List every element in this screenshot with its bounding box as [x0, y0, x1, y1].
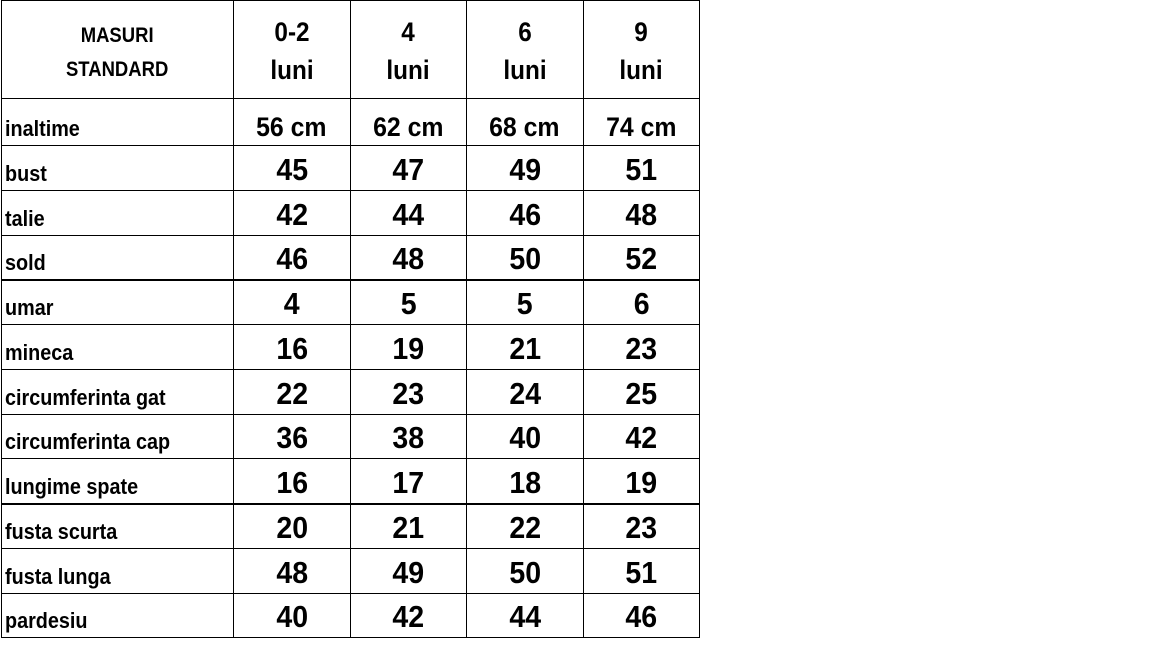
row-label-cell: [2, 414, 234, 459]
size-chart-table: [1, 0, 700, 638]
value-cell: [350, 504, 467, 549]
cell-value: 48: [275, 554, 308, 590]
row-label: inaltime: [5, 116, 80, 141]
row-label: pardesiu: [5, 608, 88, 634]
value-cell: [467, 146, 584, 191]
value-cell: [583, 190, 700, 235]
value-cell: [467, 280, 584, 325]
cell-value: 44: [508, 599, 541, 635]
value-cell: [350, 99, 467, 146]
cell-value: 40: [508, 420, 541, 456]
value-cell: [583, 593, 700, 638]
value-cell: [467, 235, 584, 280]
header-size-unit: luni: [386, 54, 430, 85]
cell-value: 42: [392, 599, 425, 635]
cell-value: 16: [275, 464, 308, 500]
cell-value: 16: [275, 330, 308, 366]
value-cell: [583, 548, 700, 593]
value-cell: [583, 146, 700, 191]
value-cell: [350, 593, 467, 638]
cell-value: 21: [508, 330, 541, 366]
value-cell: [234, 369, 351, 414]
cell-value: 56 cm: [256, 112, 327, 142]
table-row: [2, 459, 700, 504]
value-cell: [350, 414, 467, 459]
value-cell: [234, 459, 351, 504]
value-cell: [234, 146, 351, 191]
value-cell: [583, 99, 700, 146]
header-size-4-luni: [350, 1, 467, 99]
header-size-value: 6: [517, 16, 532, 47]
cell-value: 46: [508, 196, 541, 232]
cell-value: 5: [400, 286, 417, 321]
row-label: talie: [5, 205, 45, 231]
cell-value: 17: [392, 464, 425, 500]
value-cell: [467, 548, 584, 593]
value-cell: [234, 235, 351, 280]
value-cell: [583, 414, 700, 459]
cell-value: 5: [516, 286, 533, 321]
row-label-cell: [2, 190, 234, 235]
header-label-line2: STANDARD: [66, 57, 169, 81]
value-cell: [234, 548, 351, 593]
row-label: bust: [5, 160, 47, 186]
value-cell: [234, 504, 351, 549]
value-cell: [467, 369, 584, 414]
cell-value: 22: [508, 509, 541, 545]
cell-value: 51: [625, 151, 658, 187]
row-label: sold: [5, 249, 46, 275]
value-cell: [467, 190, 584, 235]
value-cell: [583, 235, 700, 280]
value-cell: [350, 325, 467, 370]
row-label-cell: [2, 459, 234, 504]
value-cell: [583, 280, 700, 325]
row-label-cell: [2, 146, 234, 191]
value-cell: [350, 459, 467, 504]
value-cell: [350, 548, 467, 593]
row-label: umar: [5, 295, 54, 320]
value-cell: [467, 459, 584, 504]
cell-value: 68 cm: [489, 112, 560, 142]
cell-value: 24: [508, 375, 541, 411]
table-row: [2, 190, 700, 235]
header-row: [2, 1, 700, 99]
row-label-cell: [2, 235, 234, 280]
cell-value: 19: [392, 330, 425, 366]
cell-value: 47: [392, 151, 425, 187]
value-cell: [234, 325, 351, 370]
cell-value: 20: [275, 509, 308, 545]
cell-value: 23: [625, 509, 658, 545]
row-label: fusta scurta: [5, 518, 118, 544]
value-cell: [350, 369, 467, 414]
header-label-line1: MASURI: [81, 23, 154, 47]
row-label-cell: [2, 99, 234, 146]
row-label: fusta lunga: [5, 563, 111, 589]
header-size-0-2-luni: [234, 1, 351, 99]
cell-value: 48: [392, 240, 425, 276]
value-cell: [350, 235, 467, 280]
header-size-value: 9: [634, 16, 649, 47]
header-size-unit: luni: [270, 54, 314, 85]
row-label-cell: [2, 504, 234, 549]
header-size-value: 4: [401, 16, 416, 47]
row-label-cell: [2, 548, 234, 593]
value-cell: [234, 190, 351, 235]
cell-value: 40: [275, 599, 308, 635]
row-label: mineca: [5, 339, 74, 365]
value-cell: [350, 280, 467, 325]
cell-value: 6: [633, 286, 650, 321]
cell-value: 51: [625, 554, 658, 590]
value-cell: [467, 99, 584, 146]
header-size-unit: luni: [619, 54, 663, 85]
cell-value: 49: [392, 554, 425, 590]
value-cell: [583, 504, 700, 549]
header-size-9-luni: [583, 1, 700, 99]
cell-value: 46: [275, 240, 308, 276]
value-cell: [350, 146, 467, 191]
cell-value: 23: [392, 375, 425, 411]
row-label-cell: [2, 325, 234, 370]
table-row: [2, 280, 700, 325]
cell-value: 42: [625, 420, 658, 456]
cell-value: 50: [508, 554, 541, 590]
cell-value: 25: [625, 375, 658, 411]
table-row: [2, 146, 700, 191]
row-label-cell: [2, 593, 234, 638]
row-label: circumferinta gat: [5, 384, 166, 410]
row-label-cell: [2, 369, 234, 414]
value-cell: [234, 280, 351, 325]
value-cell: [350, 190, 467, 235]
value-cell: [467, 414, 584, 459]
row-label-cell: [2, 280, 234, 325]
cell-value: 50: [508, 240, 541, 276]
value-cell: [583, 369, 700, 414]
cell-value: 23: [625, 330, 658, 366]
row-label: lungime spate: [5, 473, 139, 499]
header-size-unit: luni: [503, 54, 547, 85]
row-label: circumferinta cap: [5, 429, 171, 455]
header-label-cell: [2, 1, 234, 99]
cell-value: 74 cm: [606, 112, 677, 142]
cell-value: 48: [625, 196, 658, 232]
cell-value: 36: [275, 420, 308, 456]
value-cell: [467, 325, 584, 370]
table-row: [2, 235, 700, 280]
cell-value: 42: [275, 196, 308, 232]
cell-value: 22: [275, 375, 308, 411]
header-size-value: 0-2: [274, 16, 310, 47]
table-row: [2, 369, 700, 414]
table-row: [2, 325, 700, 370]
cell-value: 18: [508, 464, 541, 500]
value-cell: [234, 593, 351, 638]
cell-value: 44: [392, 196, 425, 232]
table-row: [2, 99, 700, 146]
table-row: [2, 593, 700, 638]
table-row: [2, 548, 700, 593]
value-cell: [467, 504, 584, 549]
cell-value: 45: [275, 151, 308, 187]
cell-value: 46: [625, 599, 658, 635]
value-cell: [467, 593, 584, 638]
value-cell: [234, 414, 351, 459]
cell-value: 52: [625, 240, 658, 276]
cell-value: 21: [392, 509, 425, 545]
value-cell: [234, 99, 351, 146]
value-cell: [583, 459, 700, 504]
table-row: [2, 414, 700, 459]
cell-value: 4: [283, 286, 300, 321]
header-size-6-luni: [467, 1, 584, 99]
cell-value: 62 cm: [373, 112, 444, 142]
value-cell: [583, 325, 700, 370]
cell-value: 38: [392, 420, 425, 456]
cell-value: 19: [625, 464, 658, 500]
cell-value: 49: [508, 151, 541, 187]
table-row: [2, 504, 700, 549]
